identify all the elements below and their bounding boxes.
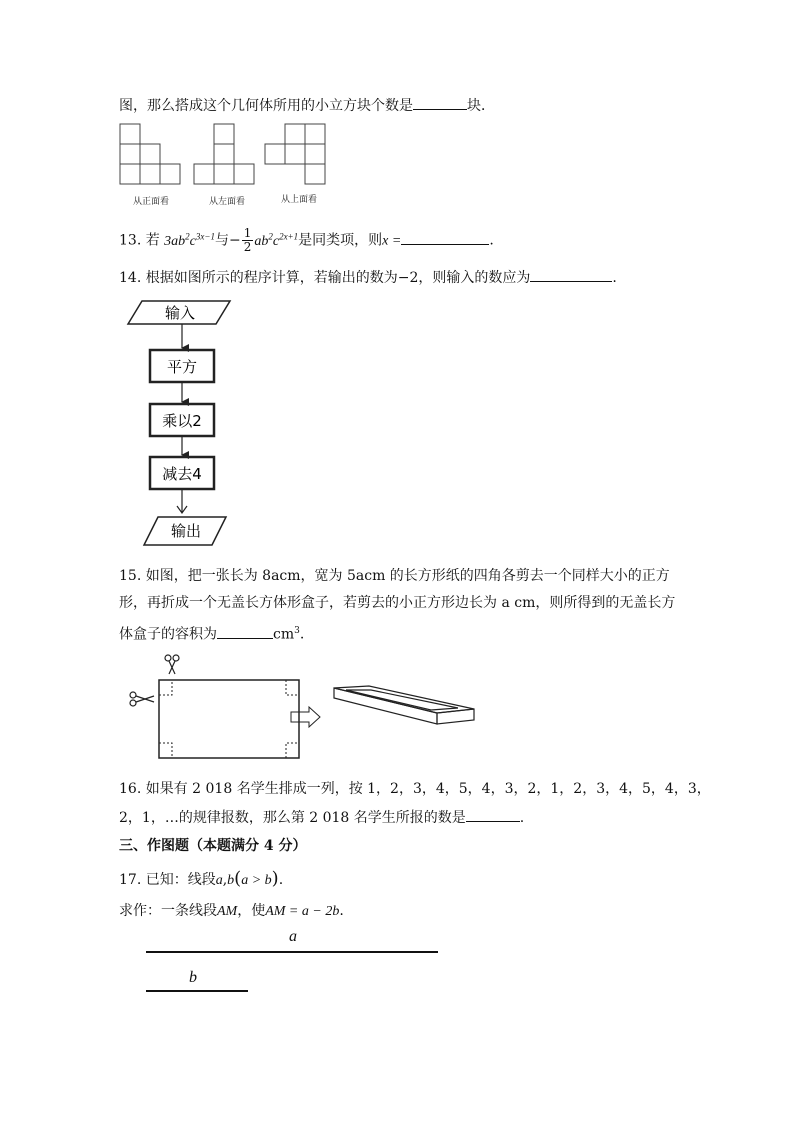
caption-left-view: 从左面看 [209,197,246,207]
q14-text2: ，则输入的数应为 [418,270,531,286]
q13-minus: − [228,232,241,249]
corner-cut-marks [159,680,299,758]
q13-after: 是同类项，则 [298,232,383,249]
answer-blank-16[interactable] [466,807,520,822]
open-box-drawing [334,686,474,724]
front-view-grid [120,124,180,184]
scissors-icon-left [130,692,154,706]
answer-blank-14[interactable] [530,267,612,282]
q14-value: −2 [397,270,419,286]
top-view-grid [265,124,325,184]
question-12-suffix: 块． [467,98,495,114]
question-16-line2: 2，1，…的规律报数，那么第 2 018 名学生所报的数是 . [119,807,524,828]
question-12-tail [119,95,495,116]
segment-b-label: b [189,969,197,986]
question-17-line2: 求作：一条线段AM，使AM = a − 2b. [119,903,344,919]
flow-output-label: 输出 [170,522,202,540]
flow-input-label: 输入 [164,304,196,322]
q13-fraction: $\frac{1}{2}$ [243,226,252,255]
question-15-line3: 体盒子的容积为 $cm^3$. [119,621,304,645]
caption-front-view: 从正面看 [133,197,170,207]
three-views-figure [118,122,338,188]
q13-number: 13. 若 [119,232,160,249]
paper-rectangle [159,680,299,758]
segment-b [146,990,248,992]
answer-blank-15[interactable] [217,624,273,639]
question-15-line1: 15. 如图，把一张长为 8acm，宽为 5acm 的长方形纸的四角各剪去一个同样大小的正方 [119,568,670,584]
caption-top-view: 从上面看 [281,195,318,205]
question-17-line1: 17. 已知：线段a,b(a > b). [119,868,284,889]
segment-a-label: a [289,928,297,945]
question-12-text: 图，那么搭成这个几何体所用的小立方块个数是 [119,98,413,114]
scissors-icon-top [165,655,179,674]
answer-blank-13[interactable] [401,230,489,245]
q13-term2: $ab^2c^{2x+1}$ [254,231,299,249]
transform-arrow-icon [291,707,320,727]
q13-and: 与 [214,232,229,249]
question-16-line1: 16. 如果有 2 018 名学生排成一列，按 1，2，3，4，5，4，3，2，1，2，3，4，5，4，3， [119,781,711,797]
section-3-title: 三、作图题（本题满分 4 分） [119,838,307,854]
flow-minus4-label: 减去4 [162,465,202,483]
q13-term1: $3ab^2c^{3x-1}$ [164,231,215,249]
flow-times2-label: 乘以2 [162,412,202,430]
segment-a [146,951,438,953]
box-folding-figure [124,652,484,764]
flow-square-label: 平方 [166,358,198,376]
q13-variable: x = [382,233,402,249]
answer-blank-12[interactable] [413,95,467,110]
question-15-line2: 形，再折成一个无盖长方体形盒子，若剪去的小正方形边长为 a cm，则所得到的无盖长方 [119,595,676,611]
question-14: 14. 根据如图所示的程序计算，若输出的数为−2，则输入的数应为 . [119,267,617,288]
program-flowchart [126,298,236,550]
left-view-grid [194,124,254,184]
question-13: 13. 若 $3ab^2c^{3x-1}$与− $\frac{1}{2}$ $ab^2c^{2x+1}$是同类项，则x = . [119,226,494,255]
q14-text: 14. 根据如图所示的程序计算，若输出的数为 [119,270,398,286]
